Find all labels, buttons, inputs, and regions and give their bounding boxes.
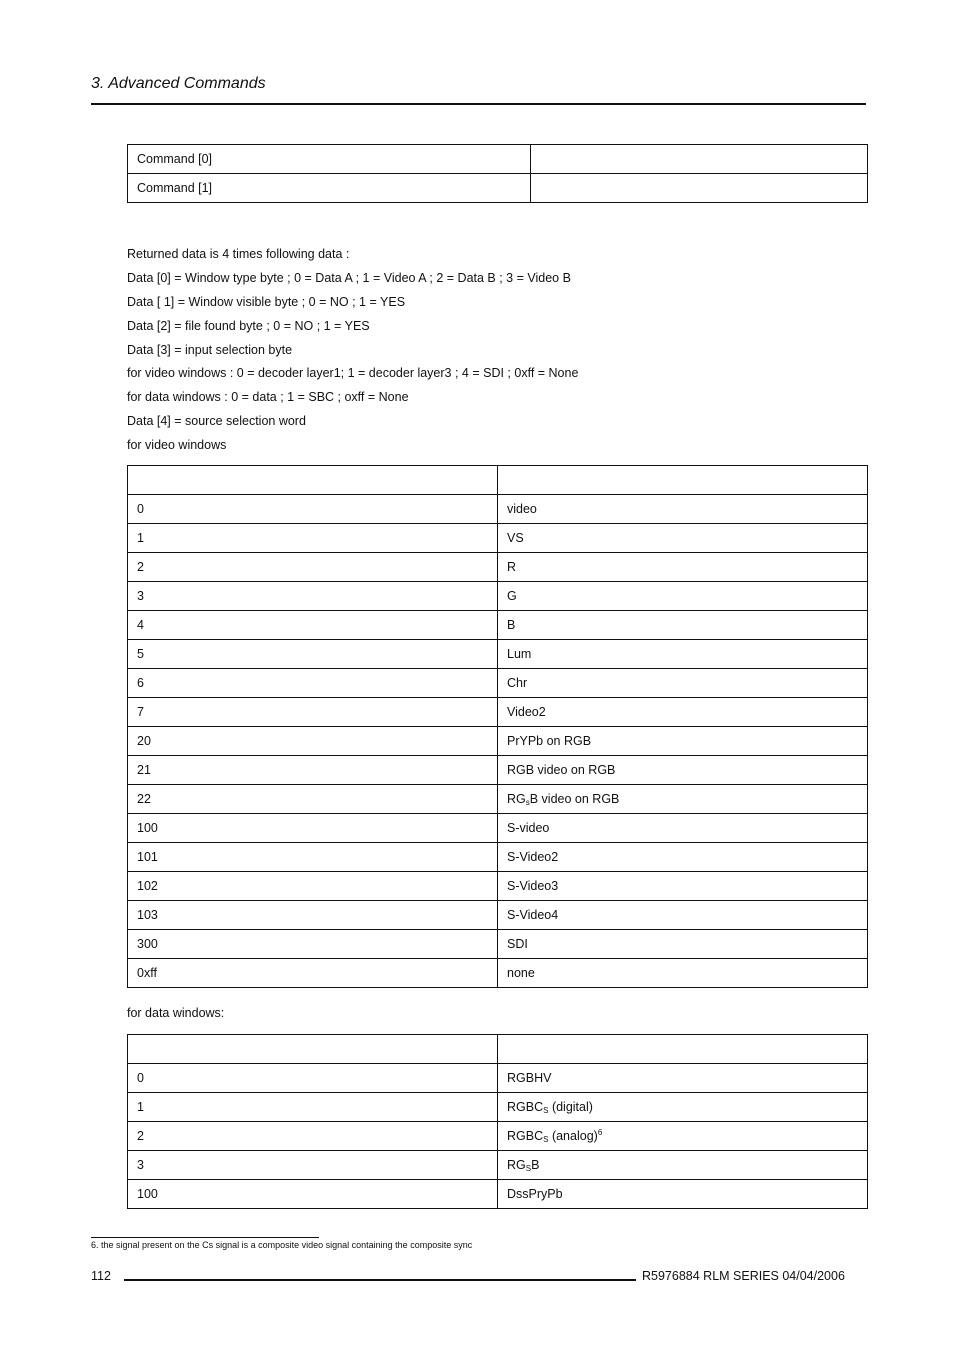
- table-header-cell: [128, 1035, 498, 1064]
- table-header-cell: [128, 466, 498, 495]
- code-cell: 1: [128, 524, 498, 553]
- description-line: for video windows : 0 = decoder layer1; 1 = decoder layer3 ; 4 = SDI ; 0xff = None: [127, 366, 579, 381]
- code-cell: 0: [128, 495, 498, 524]
- description-line: Data [0] = Window type byte ; 0 = Data A ; 1 = Video A ; 2 = Data B ; 3 = Video B: [127, 270, 571, 285]
- header-divider: [91, 103, 866, 105]
- description-line: Returned data is 4 times following data :: [127, 247, 350, 261]
- data-windows-label: for data windows:: [127, 1006, 225, 1020]
- table-row: [128, 495, 868, 524]
- description-line: for data windows : 0 = data ; 1 = SBC ; oxff = None: [127, 390, 409, 405]
- table-header-cell: [498, 466, 868, 495]
- source-cell: B: [498, 611, 868, 640]
- table-row: [128, 901, 868, 930]
- code-cell: 2: [128, 553, 498, 582]
- page-number: 112: [91, 1269, 111, 1283]
- source-cell: G: [498, 582, 868, 611]
- source-text: RG: [507, 791, 526, 806]
- description-line: Data [3] = input selection byte: [127, 342, 293, 357]
- source-cell: S-video: [498, 814, 868, 843]
- code-cell: 300: [128, 930, 498, 959]
- data-source-table: [127, 1034, 868, 1209]
- table-cell: Command [0]: [128, 145, 531, 174]
- source-cell: RGB video on RGB: [498, 756, 868, 785]
- table-row: [128, 959, 868, 988]
- table-row: [128, 524, 868, 553]
- source-text: B video on RGB: [529, 791, 620, 806]
- code-cell: 102: [128, 872, 498, 901]
- table-row: [128, 669, 868, 698]
- video-source-table: [127, 465, 868, 988]
- table-row: [128, 611, 868, 640]
- table-row: [128, 174, 868, 203]
- footnote: 6. the signal present on the Cs signal is a composite video signal containing the composite sync: [91, 1240, 473, 1250]
- description-line: Data [2] = file found byte ; 0 = NO ; 1 = YES: [127, 318, 370, 333]
- code-cell: 3: [128, 582, 498, 611]
- code-cell: 2: [128, 1122, 498, 1151]
- subscript-text: S: [543, 1135, 549, 1144]
- code-cell: 1: [128, 1093, 498, 1122]
- source-text: RG: [507, 1157, 526, 1172]
- code-cell: 4: [128, 611, 498, 640]
- table-header-row: [128, 1035, 868, 1064]
- description-line: for video windows: [127, 438, 227, 453]
- command-table: [127, 144, 868, 203]
- code-cell: 22: [128, 785, 498, 814]
- table-row: [128, 843, 868, 872]
- source-cell: SDI: [498, 930, 868, 959]
- source-cell: [498, 785, 868, 814]
- source-cell: R: [498, 553, 868, 582]
- table-header-row: [128, 466, 868, 495]
- code-cell: 6: [128, 669, 498, 698]
- code-cell: 100: [128, 814, 498, 843]
- table-cell: [531, 174, 868, 203]
- table-row: [128, 1064, 868, 1093]
- source-text: (analog): [548, 1129, 598, 1143]
- source-text: (digital): [548, 1099, 593, 1114]
- table-cell: Command [1]: [128, 174, 531, 203]
- source-cell: S-Video4: [498, 901, 868, 930]
- source-cell: Lum: [498, 640, 868, 669]
- source-cell: Chr: [498, 669, 868, 698]
- document-info: R5976884 RLM SERIES 04/04/2006: [642, 1269, 845, 1283]
- table-row: [128, 727, 868, 756]
- code-cell: 3: [128, 1151, 498, 1180]
- source-text: B: [531, 1157, 540, 1172]
- code-cell: 0xff: [128, 959, 498, 988]
- code-cell: 0: [128, 1064, 498, 1093]
- source-text: RGBC: [507, 1099, 544, 1114]
- source-text: RGBC: [507, 1129, 544, 1143]
- source-cell: RGBHV: [498, 1064, 868, 1093]
- subscript-text: S: [543, 1105, 549, 1115]
- table-row: [128, 145, 868, 174]
- code-cell: 103: [128, 901, 498, 930]
- source-cell: DssPryPb: [498, 1180, 868, 1209]
- table-row: [128, 785, 868, 814]
- source-cell: VS: [498, 524, 868, 553]
- description-block: [127, 244, 578, 459]
- subscript-text: s: [525, 797, 530, 807]
- source-cell: S-Video3: [498, 872, 868, 901]
- subscript-text: S: [525, 1163, 532, 1173]
- description-line: Data [4] = source selection word: [127, 414, 306, 429]
- table-row: [128, 553, 868, 582]
- table-header-cell: [498, 1035, 868, 1064]
- code-cell: 5: [128, 640, 498, 669]
- code-cell: 20: [128, 727, 498, 756]
- code-cell: 100: [128, 1180, 498, 1209]
- table-row: [128, 1151, 868, 1180]
- table-row: [128, 814, 868, 843]
- table-row: [128, 582, 868, 611]
- page-section-title: 3. Advanced Commands: [91, 75, 266, 92]
- table-row: [128, 930, 868, 959]
- source-cell: [498, 1122, 868, 1151]
- source-cell: [498, 1151, 868, 1180]
- source-cell: video: [498, 495, 868, 524]
- table-row: [128, 1093, 868, 1122]
- table-row: [128, 872, 868, 901]
- source-cell: S-Video2: [498, 843, 868, 872]
- source-cell: Video2: [498, 698, 868, 727]
- footnote-divider: [91, 1237, 319, 1238]
- table-row: [128, 698, 868, 727]
- footer-divider: [124, 1279, 636, 1281]
- source-cell: none: [498, 959, 868, 988]
- table-row: [128, 1122, 868, 1151]
- description-line: Data [ 1] = Window visible byte ; 0 = NO ; 1 = YES: [127, 294, 406, 309]
- code-cell: 101: [128, 843, 498, 872]
- footnote-ref: 6: [597, 1128, 603, 1137]
- code-cell: 21: [128, 756, 498, 785]
- table-row: [128, 756, 868, 785]
- source-cell: PrYPb on RGB: [498, 727, 868, 756]
- source-cell: [498, 1093, 868, 1122]
- table-row: [128, 640, 868, 669]
- code-cell: 7: [128, 698, 498, 727]
- table-cell: [531, 145, 868, 174]
- table-row: [128, 1180, 868, 1209]
